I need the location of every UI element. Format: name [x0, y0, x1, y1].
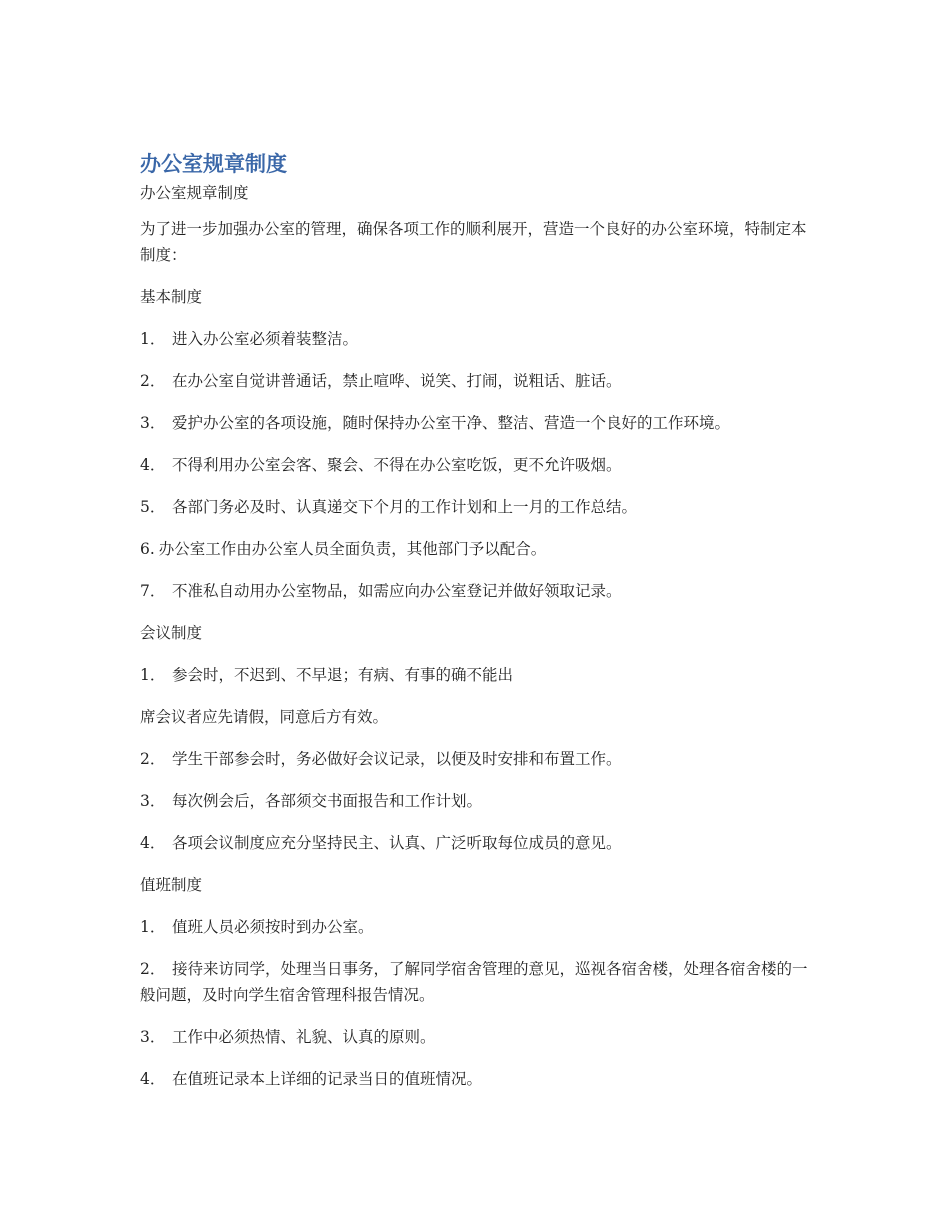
- list-item: 1． 参会时，不迟到、不早退；有病、有事的确不能出: [140, 666, 514, 684]
- list-item: 4． 在值班记录本上详细的记录当日的值班情况。: [140, 1070, 483, 1088]
- list-item: 2． 在办公室自觉讲普通话，禁止喧哗、说笑、打闹，说粗话、脏话。: [140, 372, 622, 390]
- list-item: 4． 不得利用办公室会客、聚会、不得在办公室吃饭，更不允许吸烟。: [140, 456, 622, 474]
- list-item: 4． 各项会议制度应充分坚持民主、认真、广泛听取每位成员的意见。: [140, 834, 622, 852]
- list-item: 2． 学生干部参会时，务必做好会议记录，以便及时安排和布置工作。: [140, 750, 622, 768]
- intro-paragraph: 为了进一步加强办公室的管理，确保各项工作的顺利展开，营造一个良好的办公室环境，特制定本制度：: [140, 220, 807, 264]
- list-item: 1． 值班人员必须按时到办公室。: [140, 918, 374, 936]
- section-heading-duty: 值班制度: [140, 876, 203, 894]
- document-page: [140, 148, 820, 1108]
- list-item: 3． 爱护办公室的各项设施，随时保持办公室干净、整洁、营造一个良好的工作环境。: [140, 414, 731, 432]
- section-heading-meeting: 会议制度: [140, 624, 203, 642]
- list-item: 5． 各部门务必及时、认真递交下个月的工作计划和上一月的工作总结。: [140, 498, 638, 516]
- section-heading-basic: 基本制度: [140, 288, 203, 306]
- document-title: 办公室规章制度: [140, 152, 287, 176]
- list-item: 3． 每次例会后，各部须交书面报告和工作计划。: [140, 792, 483, 810]
- list-item-continuation: 席会议者应先请假，同意后方有效。: [140, 708, 389, 726]
- document-subtitle: 办公室规章制度: [140, 184, 249, 202]
- list-item: 6. 办公室工作由办公室人员全面负责，其他部门予以配合。: [140, 540, 547, 558]
- list-item: 2． 接待来访同学，处理当日事务，了解同学宿舍管理的意见，巡视各宿舍楼，处理各宿舍楼的一般问题，及时向学生宿舍管理科报告情况。: [140, 960, 808, 1004]
- list-item: 7． 不准私自动用办公室物品，如需应向办公室登记并做好领取记录。: [140, 582, 622, 600]
- list-item: 3． 工作中必须热情、礼貌、认真的原则。: [140, 1028, 436, 1046]
- list-item: 1． 进入办公室必须着装整洁。: [140, 330, 359, 348]
